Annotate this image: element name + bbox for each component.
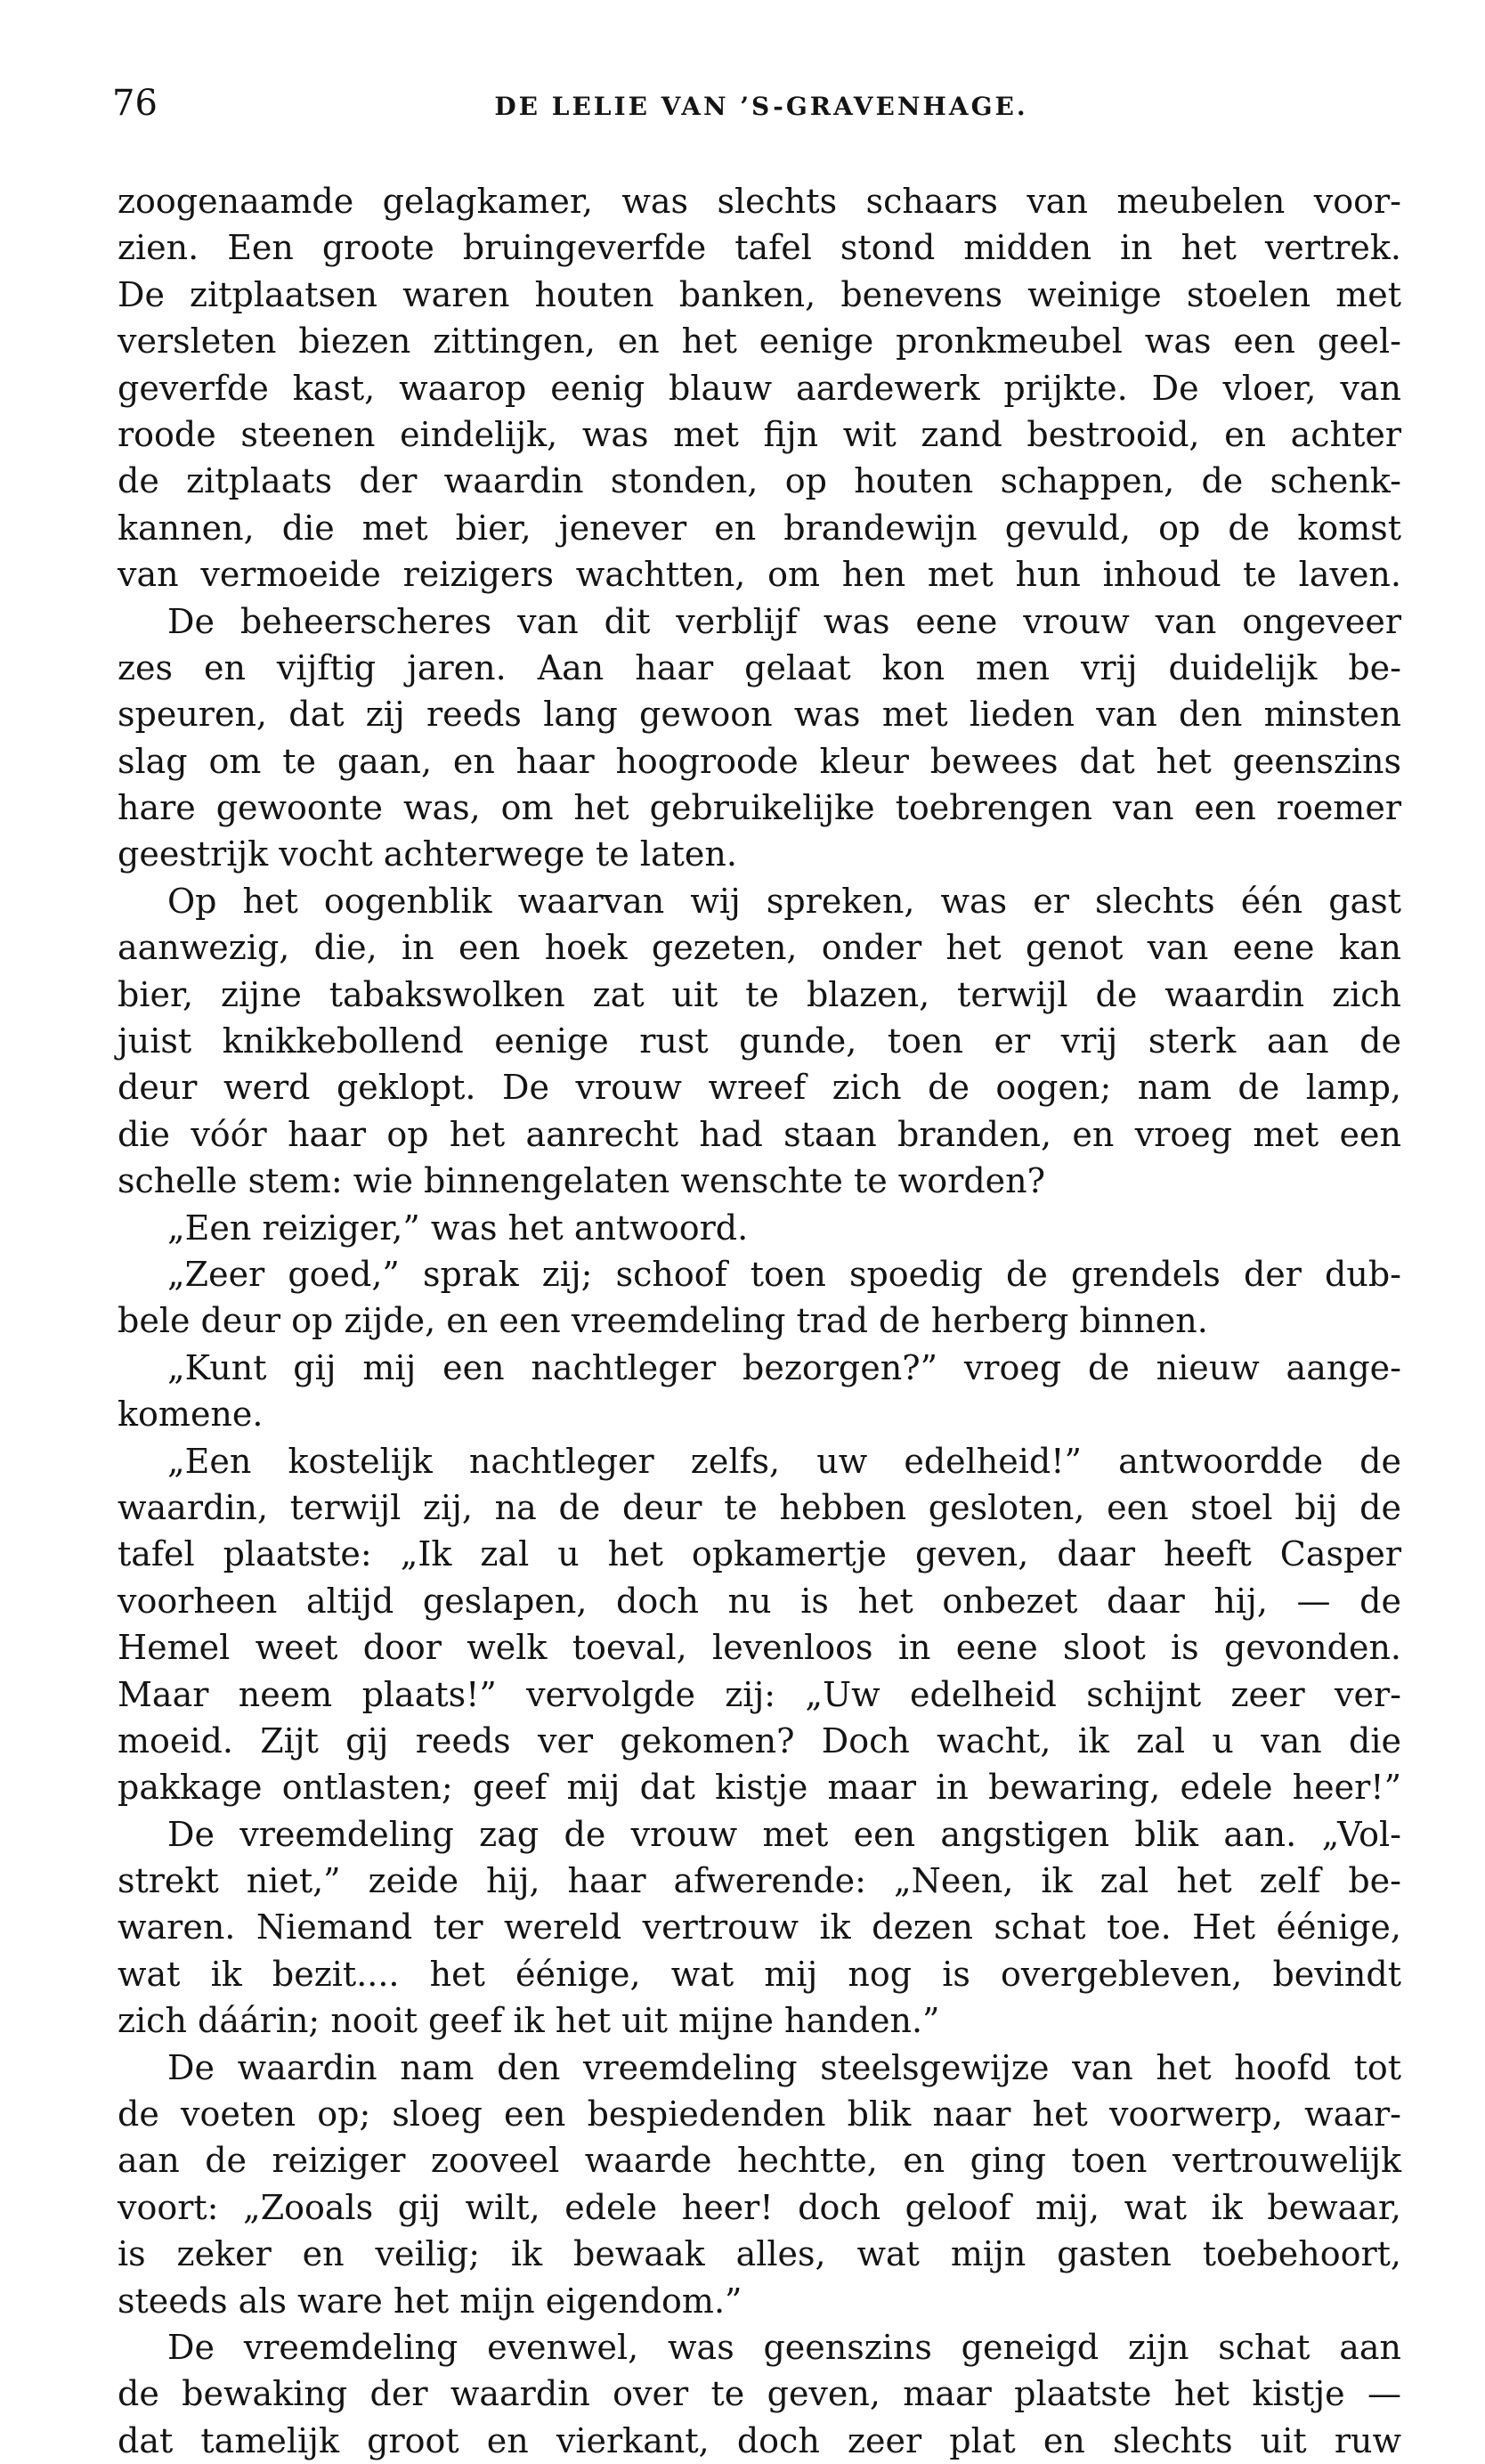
text-line: zes en vijftig jaren. Aan haar gelaat kon men vrij duidelijk be-	[118, 647, 1401, 687]
text-line: waren. Niemand ter wereld vertrouw ik dezen schat toe. Het éénige,	[118, 1907, 1401, 1948]
text-line: moeid. Zijt gij reeds ver gekomen? Doch wacht, ik zal u van die	[118, 1720, 1401, 1761]
body-text	[118, 178, 1401, 2464]
text-line: De vreemdeling zag de vrouw met een angstigen blik aan. „Vol-	[167, 1814, 1401, 1854]
text-line: hare gewoonte was, om het gebruikelijke toebrengen van een roemer	[118, 788, 1401, 828]
text-line: slag om te gaan, en haar hoogroode kleur bewees dat het geenszins	[118, 741, 1401, 781]
text-line: „Een kostelijk nachtleger zelfs, uw edelheid!” antwoordde de	[167, 1441, 1401, 1481]
text-line: de bewaking der waardin over te geven, maar plaatste het kistje —	[118, 2374, 1401, 2414]
text-line: tafel plaatste: „Ik zal u het opkamertje geven, daar heeft Casper	[118, 1534, 1401, 1574]
text-line: zich dáárin; nooit geef ik het uit mijne handen.”	[118, 2001, 940, 2041]
text-line: „Een reiziger,” was het antwoord.	[167, 1208, 749, 1248]
text-line: versleten biezen zittingen, en het eenige pronkmeubel was een geel-	[118, 321, 1401, 362]
page-number: 76	[112, 83, 158, 124]
text-line: roode steenen eindelijk, was met fijn wit zand bestrooid, en achter	[118, 414, 1401, 454]
text-line: wat ik bezit.... het éénige, wat mij nog is overgebleven, bevindt	[118, 1954, 1401, 1994]
text-line: waardin, terwijl zij, na de deur te hebben gesloten, een stoel bij de	[118, 1487, 1401, 1527]
text-line: geverfde kast, waarop eenig blauw aardewerk prijkte. De vloer, van	[118, 368, 1401, 408]
text-line: de voeten op; sloeg een bespiedenden blik naar het voorwerp, waar-	[118, 2094, 1401, 2135]
text-line: dat tamelijk groot en vierkant, doch zeer plat en slechts uit ruw	[118, 2420, 1401, 2460]
text-line: Op het oogenblik waarvan wij spreken, was er slechts één gast	[167, 881, 1401, 921]
text-line: aan de reiziger zooveel waarde hechtte, en ging toen vertrouwelijk	[118, 2141, 1401, 2181]
text-line: bier, zijne tabakswolken zat uit te blazen, terwijl de waardin zich	[118, 974, 1401, 1014]
text-line: aanwezig, die, in een hoek gezeten, onder het genot van eene kan	[118, 928, 1401, 968]
text-line: De waardin nam den vreemdeling steelsgewijze van het hoofd tot	[167, 2047, 1401, 2087]
text-line: zoogenaamde gelagkamer, was slechts schaars van meubelen voor-	[118, 182, 1401, 221]
text-line: zien. Een groote bruingeverfde tafel stond midden in het vertrek.	[118, 228, 1401, 268]
text-line: van vermoeide reizigers wachtten, om hen met hun inhoud te laven.	[118, 555, 1401, 595]
text-line: „Kunt gij mij een nachtleger bezorgen?” vroeg de nieuw aange-	[167, 1347, 1401, 1387]
text-line: speuren, dat zij reeds lang gewoon was met lieden van den minsten	[118, 695, 1401, 735]
text-line: is zeker en veilig; ik bewaak alles, wat mijn gasten toebehoort,	[118, 2234, 1401, 2274]
text-line: kannen, die met bier, jenever en brandewijn gevuld, op de komst	[118, 508, 1401, 548]
text-line: Hemel weet door welk toeval, levenloos in eene sloot is gevonden.	[118, 1628, 1401, 1668]
text-line: Maar neem plaats!” vervolgde zij: „Uw edelheid schijnt zeer ver-	[118, 1674, 1401, 1714]
page-header	[112, 82, 1410, 135]
text-line: „Zeer goed,” sprak zij; schoof toen spoedig de grendels der dub-	[167, 1254, 1401, 1294]
text-line: schelle stem: wie binnengelaten wenschte te worden?	[118, 1161, 1046, 1201]
text-line: De vreemdeling evenwel, was geenszins geneigd zijn schat aan	[167, 2327, 1401, 2367]
text-line: voorheen altijd geslapen, doch nu is het onbezet daar hij, — de	[118, 1581, 1401, 1621]
text-line: juist knikkebollend eenige rust gunde, toen er vrij sterk aan de	[118, 1021, 1401, 1061]
text-line: die vóór haar op het aanrecht had staan branden, en vroeg met een	[118, 1114, 1401, 1154]
text-line: voort: „Zooals gij wilt, edele heer! doch geloof mij, wat ik bewaar,	[118, 2187, 1401, 2227]
text-line: De beheerscheres van dit verblijf was eene vrouw van ongeveer	[167, 601, 1401, 641]
text-line: De zitplaatsen waren houten banken, benevens weinige stoelen met	[118, 274, 1401, 314]
text-line: deur werd geklopt. De vrouw wreef zich de oogen; nam de lamp,	[118, 1068, 1401, 1108]
text-line: pakkage ontlasten; geef mij dat kistje maar in bewaring, edele heer!”	[118, 1768, 1401, 1808]
text-line: geestrijk vocht achterwege te laten.	[118, 834, 737, 874]
text-line: steeds als ware het mijn eigendom.”	[118, 2281, 742, 2321]
text-line: de zitplaats der waardin stonden, op houten schappen, de schenk-	[118, 461, 1401, 501]
text-line: bele deur op zijde, en een vreemdeling trad de herberg binnen.	[118, 1301, 1208, 1341]
text-line: komene.	[118, 1395, 264, 1435]
running-title: DE LELIE VAN ’S-GRAVENHAGE.	[494, 92, 1028, 121]
text-line: strekt niet,” zeide hij, haar afwerende: „Neen, ik zal het zelf be-	[118, 1861, 1401, 1901]
